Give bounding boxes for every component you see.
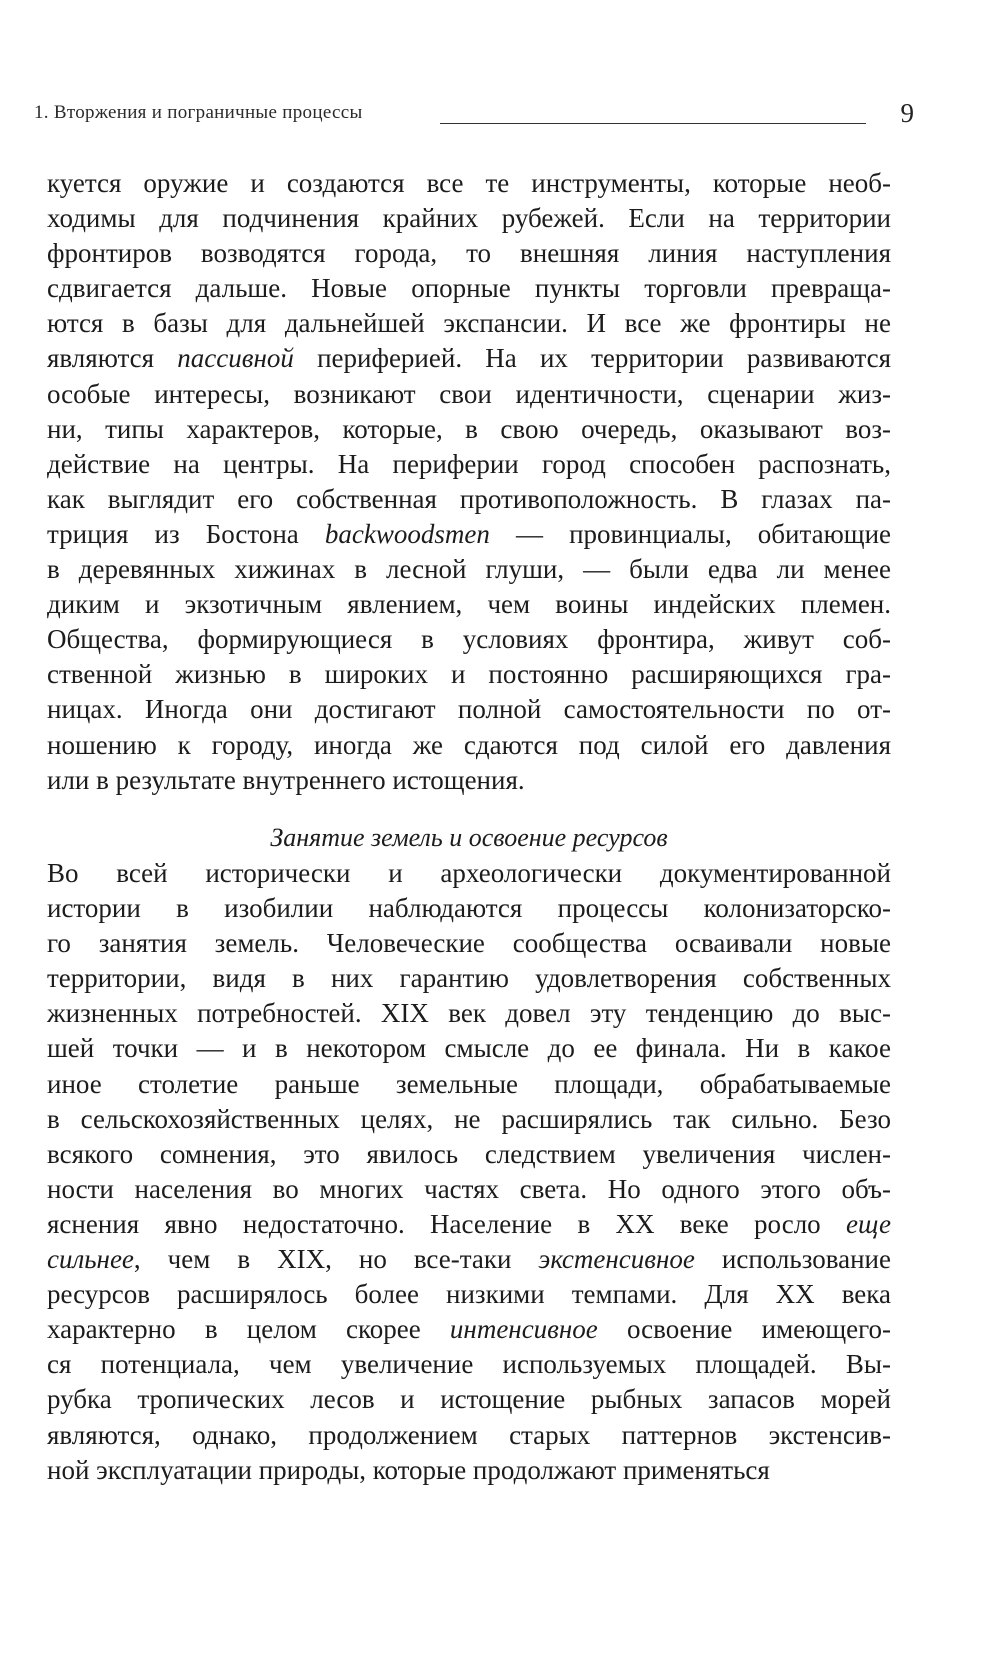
text-span: ношению к городу, иногда же сдаются под силой его давления: [47, 729, 891, 760]
text-span: истории в изобилии наблюдаются процессы колонизаторско-: [47, 893, 891, 924]
section-heading: Занятие земель и освоение ресурсов: [270, 823, 668, 852]
text-line: [47, 306, 891, 341]
text-line: [47, 552, 891, 587]
text-line: [47, 201, 891, 236]
paragraph-1: [47, 166, 891, 798]
text-span: особые интересы, возникают свои идентичности, сценарии жиз-: [47, 378, 891, 409]
text-line: [47, 763, 891, 798]
text-span: в сельскохозяйственных целях, не расширялись так сильно. Безо: [47, 1103, 891, 1134]
text-line: [47, 166, 891, 201]
italic-span: сильнее: [47, 1244, 134, 1275]
text-line: [47, 1031, 891, 1066]
text-span: Общества, формирующиеся в условиях фронтира, живут соб-: [47, 624, 891, 655]
text-span: всякого сомнения, это явилось следствием увеличения числен-: [47, 1138, 891, 1169]
text-line: [47, 1102, 891, 1137]
text-line: [47, 1277, 891, 1312]
text-line: [47, 961, 891, 996]
text-span: использование: [694, 1244, 891, 1275]
text-span: Во всей исторически и археологически документированной: [47, 858, 891, 888]
text-line: [47, 1312, 891, 1347]
text-line: [47, 341, 891, 376]
text-span: куется оружие и создаются все те инструменты, которые необ-: [47, 168, 891, 198]
text-span: ходимы для подчинения крайних рубежей. Если на территории: [47, 203, 891, 234]
text-span: фронтиров возводятся города, то внешняя линия наступления: [47, 238, 891, 269]
text-span: ся потенциала, чем увеличение используемых площадей. Вы-: [47, 1349, 891, 1380]
text-span: являются: [47, 343, 178, 374]
running-title: 1. Вторжения и пограничные процессы: [34, 102, 363, 123]
text-span: территории, видя в них гарантию удовлетворения собственных: [47, 963, 891, 994]
text-span: диким и экзотичным явлением, чем воины индейских племен.: [47, 589, 891, 620]
text-span: ются в базы для дальнейшей экспансии. И все же фронтиры не: [47, 308, 891, 339]
text-span: ницах. Иногда они достигают полной самостоятельности по от-: [47, 694, 891, 725]
text-line: [47, 1067, 891, 1102]
italic-span: экстенсивное: [538, 1244, 695, 1275]
text-line: [47, 447, 891, 482]
text-span: го занятия земель. Человеческие сообщества осваивали новые: [47, 928, 891, 959]
text-line: [47, 1207, 891, 1242]
text-span: освоение имеющего-: [597, 1314, 891, 1345]
text-line: [47, 412, 891, 447]
text-span: яснения явно недостаточно. Население в XX веке росло: [47, 1208, 846, 1239]
text-span: периферией. На их территории развиваются: [293, 343, 891, 374]
text-span: , чем в XIX, но все-таки: [133, 1244, 539, 1275]
text-span: сдвигается дальше. Новые опорные пункты торговли превраща-: [47, 273, 891, 304]
text-line: [47, 926, 891, 961]
text-span: триция из Бостона: [47, 518, 325, 549]
text-line: [47, 692, 891, 727]
text-line: [47, 1242, 891, 1277]
text-line: [47, 1453, 891, 1488]
text-line: [47, 1382, 891, 1417]
text-span: шей точки — и в некотором смысле до ее финала. Ни в какое: [47, 1033, 891, 1064]
text-span: являются, однако, продолжением старых паттернов экстенсив-: [47, 1419, 891, 1450]
running-header: [34, 96, 914, 136]
text-line: [47, 271, 891, 306]
italic-span: еще: [845, 1208, 891, 1239]
text-span: — провинциалы, обитающие: [489, 518, 892, 549]
text-span: ни, типы характеров, которые, в свою очередь, оказывают воз-: [47, 413, 891, 444]
text-line: [47, 1418, 891, 1453]
text-span: рубка тропических лесов и истощение рыбных запасов морей: [47, 1384, 891, 1415]
header-rule: [440, 123, 866, 124]
italic-span: интенсивное: [449, 1314, 598, 1345]
page-number: 9: [900, 98, 914, 128]
italic-span: backwoodsmen: [324, 518, 490, 549]
text-line: [47, 728, 891, 763]
text-span: ственной жизнью в широких и постоянно расширяющихся гра-: [47, 659, 891, 690]
text-span: характерно в целом скорее: [47, 1314, 450, 1345]
text-line: [47, 517, 891, 552]
text-line: [47, 377, 891, 412]
text-span: или в результате внутреннего истощения.: [47, 764, 525, 795]
text-span: иное столетие раньше земельные площади, обрабатываемые: [47, 1068, 891, 1099]
text-span: ной эксплуатации природы, которые продолжают применяться: [47, 1454, 770, 1485]
italic-span: пассивной: [177, 343, 294, 374]
text-line: [47, 856, 891, 891]
text-span: в деревянных хижинах в лесной глуши, — были едва ли менее: [47, 554, 891, 585]
text-line: [47, 1347, 891, 1382]
text-line: [47, 236, 891, 271]
text-span: действие на центры. На периферии город способен распознать,: [47, 448, 891, 479]
text-line: [47, 622, 891, 657]
text-span: ресурсов расширялось более низкими темпами. Для XX века: [47, 1279, 891, 1310]
text-line: [47, 1137, 891, 1172]
text-line: [47, 482, 891, 517]
paragraph-2: [47, 856, 891, 1488]
text-line: [47, 1172, 891, 1207]
text-span: как выглядит его собственная противоположность. В глазах па-: [47, 483, 891, 514]
text-line: [47, 657, 891, 692]
text-span: жизненных потребностей. XIX век довел эту тенденцию до выс-: [47, 998, 891, 1029]
text-line: [47, 587, 891, 622]
text-line: [47, 996, 891, 1031]
text-line: [47, 891, 891, 926]
text-span: ности населения во многих частях света. Но одного этого объ-: [47, 1173, 891, 1204]
